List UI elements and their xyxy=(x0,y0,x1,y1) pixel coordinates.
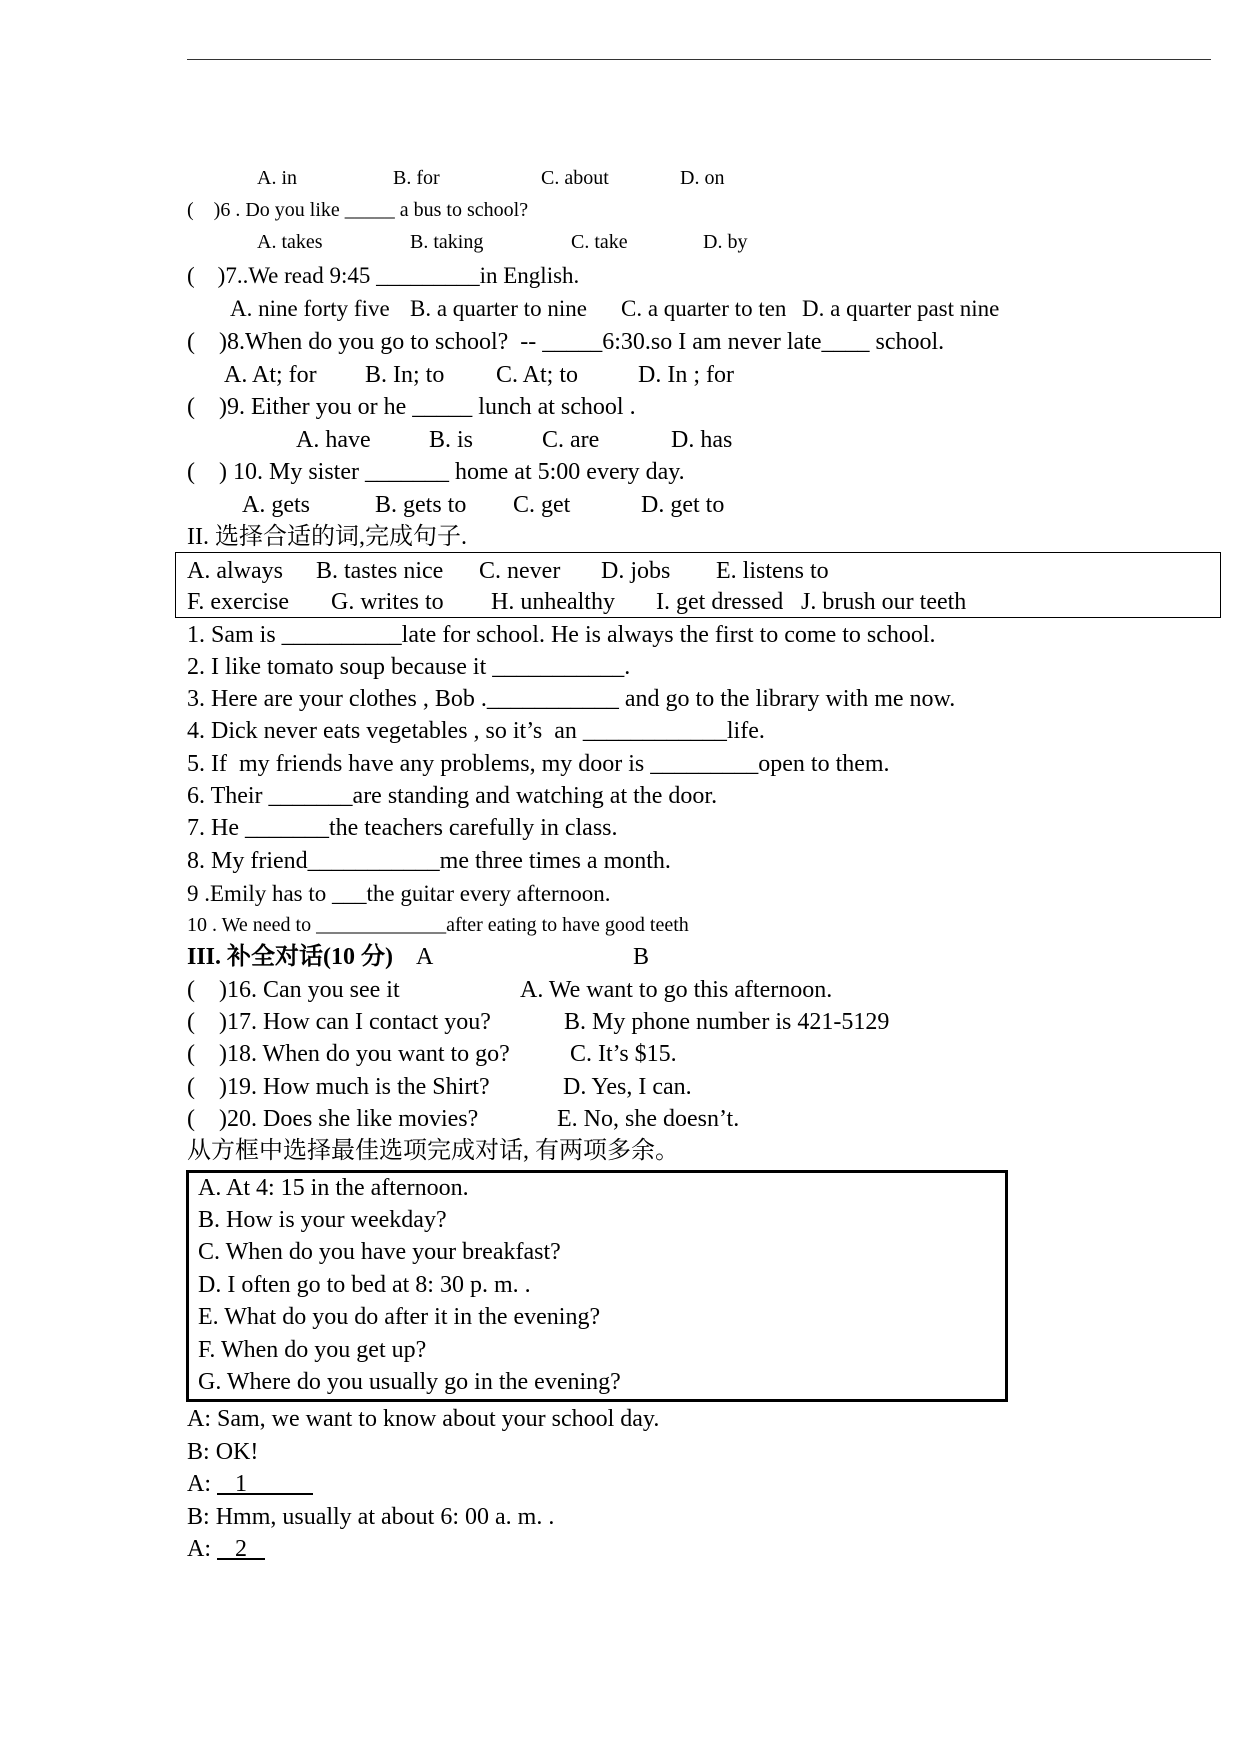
dialogue-line-2: B: OK! xyxy=(187,1439,259,1465)
q6-option-d: D. by xyxy=(703,231,748,253)
word-bank-h: H. unhealthy xyxy=(491,589,615,615)
section3-column-b: B xyxy=(633,944,650,970)
dialogue-option-a: A. At 4: 15 in the afternoon. xyxy=(198,1175,469,1201)
section2-sentence-7: 7. He _______the teachers carefully in class. xyxy=(187,815,618,841)
section3-column-a: A xyxy=(416,944,434,970)
dialogue-blank-1: 1 xyxy=(217,1471,313,1497)
q7-option-c: C. a quarter to ten xyxy=(621,296,787,321)
section3-answer-b: B. My phone number is 421-5129 xyxy=(564,1009,890,1035)
q6-option-c: C. take xyxy=(571,231,628,253)
section3-question-18: ( )18. When do you want to go? xyxy=(187,1041,510,1067)
dialogue-line-1: A: Sam, we want to know about your school day. xyxy=(187,1406,660,1432)
q6-stem: ( )6 . Do you like _____ a bus to school? xyxy=(187,199,529,221)
q5-option-b: B. for xyxy=(393,167,440,189)
section2-sentence-8: 8. My friend___________me three times a month. xyxy=(187,848,671,874)
q7-stem: ( )7..We read 9:45 _________in English. xyxy=(187,263,580,288)
q8-option-c: C. At; to xyxy=(496,362,579,388)
q8-stem: ( )8.When do you go to school? -- _____6:30.so I am never late____ school. xyxy=(187,329,945,355)
section3-question-20: ( )20. Does she like movies? xyxy=(187,1106,479,1132)
word-bank-b: B. tastes nice xyxy=(316,558,444,584)
dialogue-option-d: D. I often go to bed at 8: 30 p. m. . xyxy=(198,1272,531,1298)
dialogue-option-b: B. How is your weekday? xyxy=(198,1207,447,1233)
section2-sentence-5: 5. If my friends have any problems, my door is _________open to them. xyxy=(187,751,890,777)
q8-option-a: A. At; for xyxy=(224,362,317,388)
dialogue-line-4: B: Hmm, usually at about 6: 00 a. m. . xyxy=(187,1504,555,1530)
q6-option-b: B. taking xyxy=(410,231,484,253)
dialogue-option-g: G. Where do you usually go in the evening? xyxy=(198,1369,621,1395)
q7-option-d: D. a quarter past nine xyxy=(802,296,1000,321)
section3-answer-d: D. Yes, I can. xyxy=(563,1074,692,1100)
q7-option-b: B. a quarter to nine xyxy=(410,296,587,321)
word-bank-d: D. jobs xyxy=(601,558,671,584)
dialogue-blank-2: 2 xyxy=(217,1536,265,1562)
section3-question-19: ( )19. How much is the Shirt? xyxy=(187,1074,490,1100)
section2-sentence-6: 6. Their _______are standing and watching at the door. xyxy=(187,783,718,809)
q9-option-a: A. have xyxy=(296,427,371,453)
q9-option-c: C. are xyxy=(542,427,600,453)
section3-answer-c: C. It’s $15. xyxy=(570,1041,677,1067)
dialogue-line-5: A: 2 xyxy=(187,1536,265,1562)
word-bank-a: A. always xyxy=(187,558,283,584)
q10-option-b: B. gets to xyxy=(375,492,467,518)
word-bank-f: F. exercise xyxy=(187,589,290,615)
q5-option-a: A. in xyxy=(257,167,297,189)
word-bank-c: C. never xyxy=(479,558,561,584)
q8-option-b: B. In; to xyxy=(365,362,445,388)
dialogue-option-f: F. When do you get up? xyxy=(198,1337,427,1363)
word-bank-j: J. brush our teeth xyxy=(801,589,967,615)
dialogue-option-c: C. When do you have your breakfast? xyxy=(198,1239,561,1265)
section2-sentence-9: 9 .Emily has to ___the guitar every afternoon. xyxy=(187,881,611,906)
section2-sentence-3: 3. Here are your clothes , Bob .___________ and go to the library with me now. xyxy=(187,686,956,712)
header-rule xyxy=(187,59,1211,60)
section2-title: II. 选择合适的词,完成句子. xyxy=(187,524,467,550)
section3-question-17: ( )17. How can I contact you? xyxy=(187,1009,491,1035)
section3-answer-e: E. No, she doesn’t. xyxy=(557,1106,740,1132)
section2-sentence-2: 2. I like tomato soup because it ___________. xyxy=(187,654,631,680)
q9-option-d: D. has xyxy=(671,427,733,453)
q5-option-d: D. on xyxy=(680,167,725,189)
section2-sentence-1: 1. Sam is __________late for school. He is always the first to come to school. xyxy=(187,622,936,648)
word-bank-g: G. writes to xyxy=(331,589,444,615)
q6-option-a: A. takes xyxy=(257,231,323,253)
q9-stem: ( )9. Either you or he _____ lunch at school . xyxy=(187,394,636,420)
dialogue-line-3: A: 1 xyxy=(187,1471,313,1497)
q8-option-d: D. In ; for xyxy=(638,362,734,388)
word-bank-e: E. listens to xyxy=(716,558,829,584)
section3-question-16: ( )16. Can you see it xyxy=(187,977,400,1003)
q10-stem: ( ) 10. My sister _______ home at 5:00 every day. xyxy=(187,459,685,485)
q7-option-a: A. nine forty five xyxy=(230,296,390,321)
q5-option-c: C. about xyxy=(541,167,609,189)
section3-answer-a: A. We want to go this afternoon. xyxy=(520,977,833,1003)
dialogue-option-e: E. What do you do after it in the evening? xyxy=(198,1304,601,1330)
q10-option-d: D. get to xyxy=(641,492,725,518)
word-bank-i: I. get dressed xyxy=(656,589,784,615)
section2-sentence-10: 10 . We need to _____________after eating to have good teeth xyxy=(187,914,689,936)
section3-title: III. 补全对话(10 分) xyxy=(187,944,394,970)
section4-title: 从方框中选择最佳选项完成对话, 有两项多余。 xyxy=(187,1138,679,1164)
section2-sentence-4: 4. Dick never eats vegetables , so it’s an ____________life. xyxy=(187,718,765,744)
q10-option-c: C. get xyxy=(513,492,571,518)
q9-option-b: B. is xyxy=(429,427,474,453)
q10-option-a: A. gets xyxy=(242,492,310,518)
